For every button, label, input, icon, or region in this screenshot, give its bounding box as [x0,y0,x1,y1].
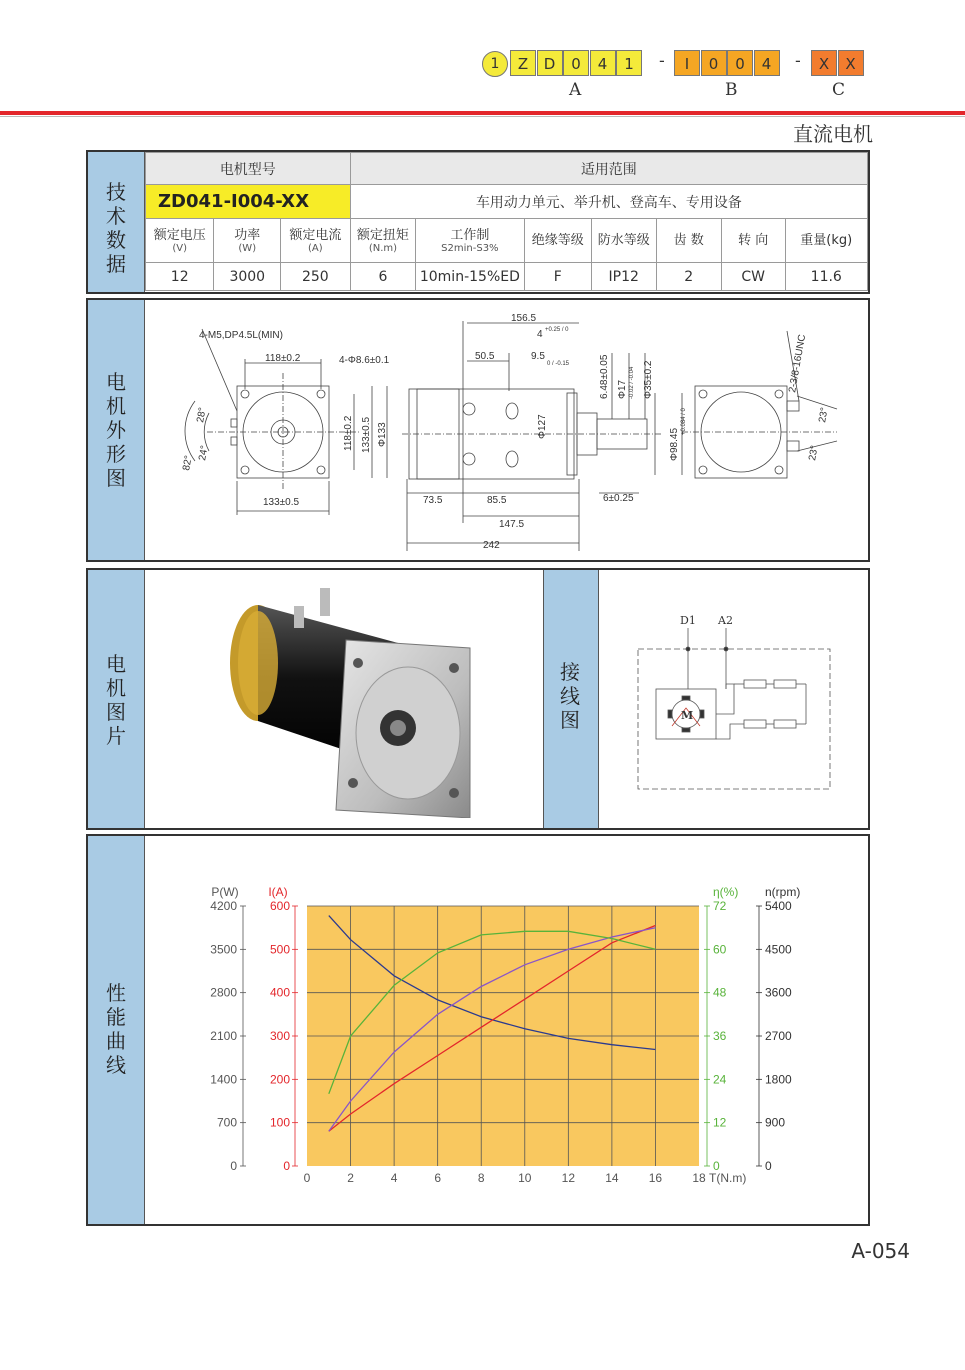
chart-x-tick-label: 4 [390,1171,398,1185]
page-number: A-054 [851,1239,910,1263]
section-title: 直流电机 [793,122,873,146]
dim-text: 133±0.5 [361,416,372,453]
spec-col-header [785,219,868,263]
chart-tick-label: 36 [713,1029,727,1043]
sidebar-char: 据 [106,252,126,276]
code-box-group_b: I [674,50,700,76]
dim-text: 6.48±0.05 [599,354,610,399]
code-box-group_c: X [838,50,864,76]
technical-drawing [147,301,869,559]
performance-chart [147,838,867,1218]
spec-col-label: 功率 [234,227,261,243]
spec-col-header [721,219,785,263]
sidebar-char: 线 [560,684,580,708]
dim-text: Φ35±0.2 [643,360,654,399]
chart-tick-label: 0 [230,1159,237,1173]
dim-text: 9.5 [531,351,545,362]
dim-text: +0.25 / 0 [545,327,569,333]
wiring-diagram [634,614,834,794]
chart-x-tick-label: 16 [648,1171,663,1185]
spec-col-unit: S2min-S3% [441,242,499,254]
sidebar-char: 术 [106,204,126,228]
sidebar-char: 电 [106,370,126,394]
chart-tick-label: 1800 [765,1072,792,1087]
sidebar-char: 图 [106,466,126,490]
spec-sidebar-label [101,180,131,276]
code-box-group_a: 1 [616,50,642,76]
chart-x-tick-label: 6 [434,1171,442,1185]
motor-photo [208,578,508,818]
chart-sidebar-label [101,981,131,1077]
sidebar-char: 图 [560,708,580,732]
spec-col-label: 绝缘等级 [531,233,584,248]
chart-axis-title: I(A) [268,885,288,899]
chart-sidebar [88,836,145,1224]
dim-text: +0.084 / 0 [681,408,687,435]
chart-tick-label: 4500 [765,942,792,957]
chart-tick-label: 2800 [210,985,237,1000]
dim-text: -0.02 / -0.04 [629,366,635,399]
dim-text: Φ98.45 [669,427,680,461]
spec-sidebar [88,152,145,292]
chart-x-tick-label: 2 [347,1171,354,1185]
code-dash-2: - [795,51,801,70]
spec-col-header [146,219,214,263]
spec-col-unit: (A) [308,242,323,254]
spec-col-label: 齿 数 [673,233,704,248]
application-value: 车用动力单元、举升机、登高车、专用设备 [350,185,867,219]
dim-text: 133±0.5 [263,497,300,508]
spec-col-value: 250 [281,263,351,291]
spec-col-label: 额定电压 [153,227,206,243]
dim-text: 23° [807,444,821,462]
chart-tick-label: 4200 [210,899,237,913]
code-letter-c: C [832,80,846,100]
dim-text: 4-Φ8.6±0.1 [339,355,390,366]
code-box-group_b: 4 [754,50,780,76]
dim-text: Φ17 [617,379,628,399]
dim-text: Φ127 [537,414,548,439]
spec-col-label: 工作制 [450,227,490,243]
chart-x-axis-title: T(N.m) [709,1171,747,1185]
chart-tick-label: 0 [765,1159,772,1173]
spec-col-value: 11.6 [785,263,868,291]
code-box-group_a: 0 [563,50,589,76]
chart-tick-label: 3500 [210,942,237,957]
dim-text: 24° [197,444,211,462]
chart-x-tick-label: 8 [477,1171,485,1185]
photo-panel [86,568,870,830]
chart-tick-label: 5400 [765,899,792,913]
spec-col-value: 2 [656,263,721,291]
chart-x-tick-label: 14 [605,1171,619,1185]
spec-value-row [146,263,868,291]
code-box-group_a: D [537,50,563,76]
dim-text: 118±0.2 [265,353,301,364]
dim-text: 4-M5,DP4.5L(MIN) [199,330,283,341]
dim-text: 50.5 [475,351,495,362]
wiring-sidebar [544,570,599,828]
code-letter-a: A [569,80,582,100]
sidebar-char: 能 [106,1005,126,1029]
spec-col-value: 12 [146,263,214,291]
chart-tick-label: 200 [269,1072,290,1087]
sidebar-char: 图 [106,700,126,724]
spec-col-label: 额定电流 [289,227,342,243]
sidebar-char: 接 [560,660,580,684]
model-value: ZD041-I004-XX [146,185,351,219]
drawing-panel [86,298,870,562]
dim-text: 0 / -0.15 [547,361,570,367]
chart-tick-label: 24 [713,1072,727,1087]
sidebar-char: 片 [106,724,126,748]
chart-tick-label: 2700 [765,1029,792,1043]
chart-x-tick-label: 0 [303,1171,311,1185]
dim-text: 6±0.25 [603,493,634,504]
spec-col-header [524,219,591,263]
chart-panel [86,834,870,1226]
spec-col-value: 10min-15%ED [416,263,524,291]
sidebar-char: 形 [106,442,126,466]
spec-panel [86,150,870,294]
code-box-group_b: 0 [701,50,727,76]
sidebar-char: 机 [106,394,126,418]
sidebar-char: 线 [106,1053,126,1077]
code-letter-b: B [725,80,738,100]
wiring-sidebar-label [555,660,585,732]
dim-text: 23° [817,406,831,424]
chart-tick-label: 0 [713,1159,720,1173]
dim-text: 28° [195,406,209,424]
terminal-a2-label: A2 [718,614,733,627]
spec-col-header [281,219,351,263]
chart-tick-label: 500 [269,942,290,957]
spec-col-value: F [524,263,591,291]
chart-tick-label: 100 [269,1115,290,1130]
dim-text: 2-3/8-16UNC [787,333,809,394]
chart-tick-label: 600 [269,899,290,913]
chart-tick-label: 900 [765,1115,786,1130]
header-red-rule [0,111,965,115]
dim-text: 147.5 [499,519,525,530]
spec-col-header [656,219,721,263]
sidebar-char: 技 [106,180,126,204]
sidebar-char: 电 [106,652,126,676]
dim-text: Φ133 [377,422,388,447]
spec-col-header [416,219,524,263]
chart-x-tick-label: 12 [561,1171,576,1185]
chart-tick-label: 400 [269,985,290,1000]
sidebar-char: 曲 [106,1029,126,1053]
spec-col-value: 3000 [214,263,281,291]
chart-tick-label: 48 [713,985,727,1000]
spec-col-header [591,219,656,263]
photo-sidebar-label [101,652,131,748]
chart-tick-label: 3600 [765,985,792,1000]
spec-col-value: CW [721,263,785,291]
spec-col-label: 转 向 [738,233,769,248]
chart-tick-label: 0 [283,1159,290,1173]
chart-tick-label: 2100 [210,1029,237,1043]
chart-axis-title: P(W) [211,885,239,899]
photo-sidebar [88,570,145,828]
spec-col-label: 重量(kg) [800,233,853,248]
code-box-group_a: Z [510,50,536,76]
spec-label-row [146,219,868,263]
spec-col-unit: (V) [172,242,188,254]
code-circle: 1 [482,51,508,77]
spec-col-value: IP12 [591,263,656,291]
spec-col-unit: (N.m) [368,242,398,254]
dim-text: 85.5 [487,495,507,506]
spec-col-unit: (W) [238,242,257,254]
chart-tick-label: 72 [713,899,727,913]
application-header: 适用范围 [350,153,867,185]
dim-text: 4 [537,329,543,340]
spec-col-header [214,219,281,263]
drawing-sidebar-label [101,370,131,490]
dim-text: 156.5 [511,313,537,324]
sidebar-char: 性 [106,981,126,1005]
chart-tick-label: 700 [216,1115,237,1130]
code-dash-1: - [659,51,665,70]
header-grey-rule [0,116,965,117]
dim-text: 82° [181,454,195,472]
spec-col-header [350,219,416,263]
drawing-sidebar [88,300,145,560]
chart-tick-label: 1400 [210,1072,237,1087]
chart-axis-title: n(rpm) [765,885,801,899]
code-box-group_c: X [811,50,837,76]
chart-tick-label: 300 [269,1029,290,1043]
terminal-d1-label: D1 [680,614,696,627]
sidebar-char: 数 [106,228,126,252]
chart-x-tick-label: 18 [692,1171,706,1185]
dim-text: 118±0.2 [343,415,354,451]
code-box-group_b: 0 [727,50,753,76]
chart-axis-title: η(%) [713,885,739,899]
code-box-group_a: 4 [590,50,616,76]
spec-col-label: 防水等级 [597,233,650,248]
chart-x-tick-label: 10 [518,1171,532,1185]
chart-tick-label: 60 [713,942,727,957]
spec-col-value: 6 [350,263,416,291]
motor-symbol: M [681,709,694,722]
dim-text: 73.5 [423,495,443,506]
sidebar-char: 外 [106,418,126,442]
spec-col-label: 额定扭矩 [356,227,409,243]
model-header: 电机型号 [146,153,351,185]
dim-text: 242 [483,540,500,551]
sidebar-char: 机 [106,676,126,700]
chart-tick-label: 12 [713,1115,727,1130]
spec-table [145,152,868,291]
